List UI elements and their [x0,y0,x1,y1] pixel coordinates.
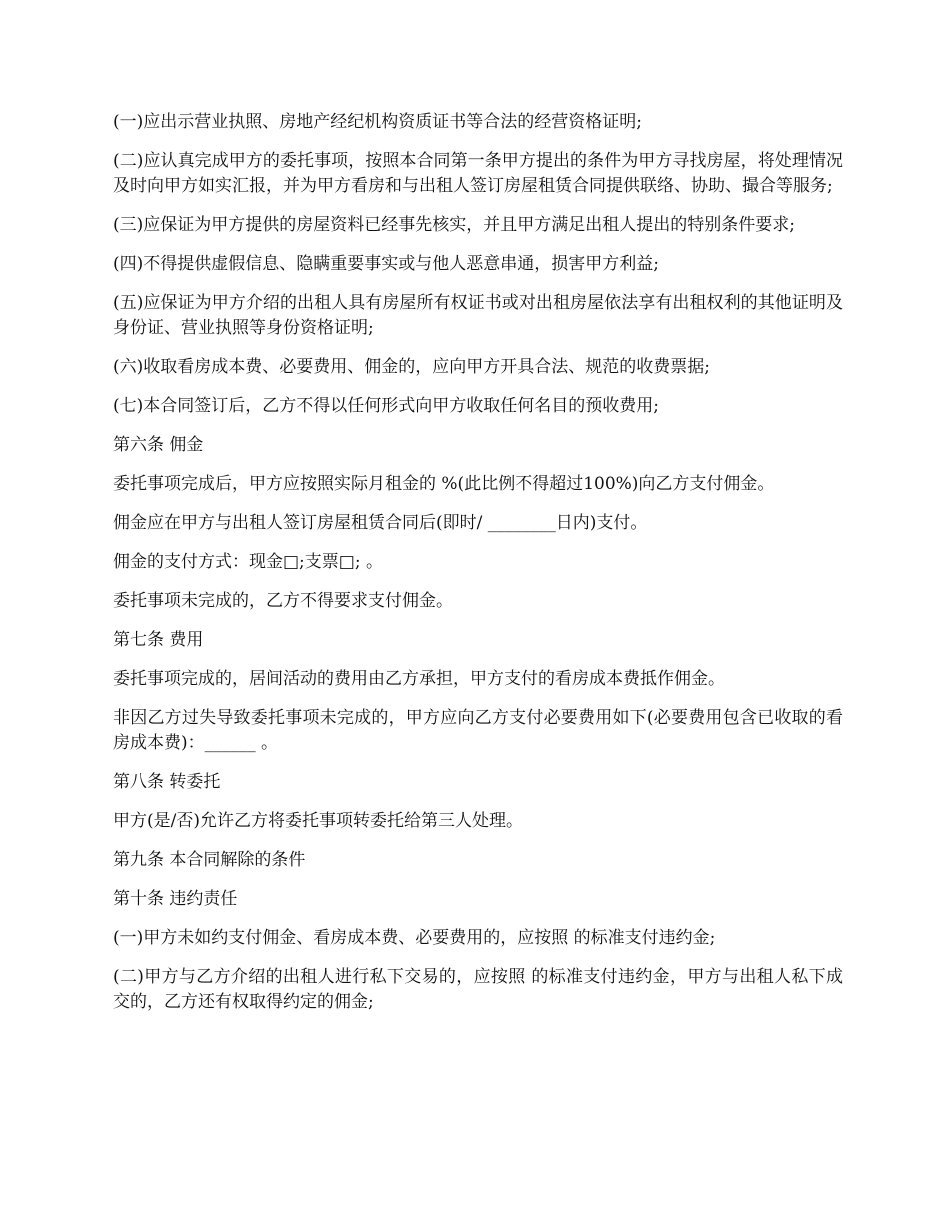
commission-not-due-paragraph: 委托事项未完成的，乙方不得要求支付佣金。 [113,591,453,611]
article-8-heading: 第八条 转委托 [113,772,221,792]
article-9-heading: 第九条 本合同解除的条件 [113,850,306,870]
breach-item-2: (二)甲方与乙方介绍的出租人进行私下交易的，应按照 的标准支付违约金，甲方与出租人私下成交的，乙方还有权取得约定的佣金; [113,967,843,1012]
clause-item-4: (四)不得提供虚假信息、隐瞒重要事实或与他人恶意串通，损害甲方利益; [113,254,659,274]
article-7-heading: 第七条 费用 [113,630,204,650]
expenses-paragraph: 委托事项完成的，居间活动的费用由乙方承担，甲方支付的看房成本费抵作佣金。 [113,669,725,689]
commission-rate-paragraph: 委托事项完成后，甲方应按照实际月租金的 %(此比例不得超过100%)向乙方支付佣金。 [113,474,775,494]
article-6-heading: 第六条 佣金 [113,435,204,455]
necessary-expenses-paragraph: 非因乙方过失导致委托事项未完成的，甲方应向乙方支付必要费用如下(必要费用包含已收取的看房成本费)：______ 。 [113,708,843,753]
breach-item-1: (一)甲方未如约支付佣金、看房成本费、必要费用的，应按照 的标准支付违约金; [113,928,716,948]
clause-item-5: (五)应保证为甲方介绍的出租人具有房屋所有权证书或对出租房屋依法享有出租权利的其他证明及身份证、营业执照等身份资格证明; [113,293,843,338]
clause-item-1: (一)应出示营业执照、房地产经纪机构资质证书等合法的经营资格证明; [113,112,642,132]
article-10-heading: 第十条 违约责任 [113,889,238,909]
document-body [113,110,843,1015]
payment-method-paragraph: 佣金的支付方式：现金□;支票□; 。 [113,552,383,572]
clause-item-6: (六)收取看房成本费、必要费用、佣金的，应向甲方开具合法、规范的收费票据; [113,357,710,377]
clause-item-7: (七)本合同签订后，乙方不得以任何形式向甲方收取任何名目的预收费用; [113,396,659,416]
clause-item-3: (三)应保证为甲方提供的房屋资料已经事先核实，并且甲方满足出租人提出的特别条件要求; [113,215,795,235]
subcontract-paragraph: 甲方(是/否)允许乙方将委托事项转委托给第三人处理。 [113,811,523,831]
commission-timing-paragraph: 佣金应在甲方与出租人签订房屋租赁合同后(即时/ ________日内)支付。 [113,513,648,533]
clause-item-2: (二)应认真完成甲方的委托事项，按照本合同第一条甲方提出的条件为甲方寻找房屋，将处理情况及时向甲方如实汇报，并为甲方看房和与出租人签订房屋租赁合同提供联络、协助、撮合等服务; [113,151,843,196]
